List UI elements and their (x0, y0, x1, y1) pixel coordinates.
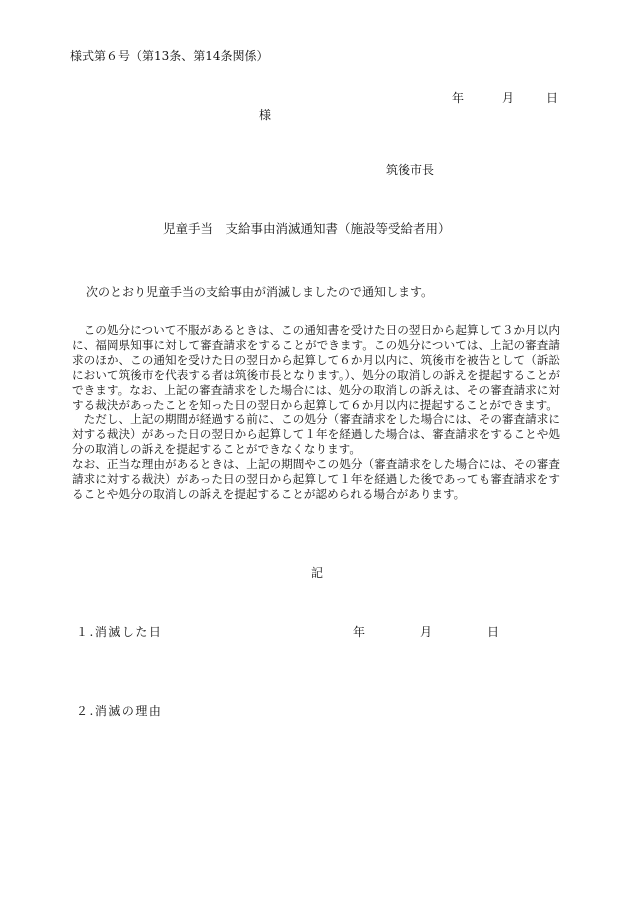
ki-heading: 記 (311, 566, 324, 580)
appeal-paragraph-3: なお、正当な理由があるときは、上記の期間やこの処分（審査請求をした場合には、その審査請求に対する裁決）があった日の翌日から起算して１年を経過した後であっても審査請求をすることや処分の取消しの訴えを提起することが認められる場合があります。 (72, 457, 560, 501)
date-month-label: 月 (502, 91, 515, 105)
intro-text: 次のとおり児童手当の支給事由が消滅しましたので通知します。 (86, 285, 434, 299)
item-1-month-label: 月 (420, 625, 433, 639)
item-1-year-label: 年 (353, 625, 366, 639)
issuer-name: 筑後市長 (386, 163, 435, 177)
document-title: 児童手当 支給事由消滅通知書（施設等受給者用） (163, 221, 451, 236)
item-1-label: １.消滅した日 (76, 625, 163, 639)
item-1-day-label: 日 (487, 625, 500, 639)
appeal-notice-body (72, 323, 560, 502)
date-day-label: 日 (546, 91, 559, 105)
appeal-paragraph-2: ただし、上記の期間が経過する前に、この処分（審査請求をした場合には、その審査請求に対する裁決）があった日の翌日から起算して１年を経過した場合は、審査請求をすることや処分の取消しの訴えを提起することができなくなります。 (72, 412, 560, 457)
form-number: 様式第６号（第13条、第14条関係） (70, 49, 269, 63)
appeal-paragraph-1: この処分について不服があるときは、この通知書を受けた日の翌日から起算して３か月以内に、福岡県知事に対して審査請求をすることができます。この処分については、上記の審査請求のほか、この通知を受けた日の翌日から起算して６か月以内に、筑後市を被告として（訴訟において筑後市を代表する者は筑後市長となります。）、処分の取消しの訴えを提起することができます。なお、上記の審査請求をした場合には、処分の取消しの訴えは、その審査請求に対する裁決があったことを知った日の翌日から起算して６か月以内に提起することができます。 (72, 323, 560, 412)
item-2-label: ２.消滅の理由 (76, 704, 163, 718)
date-year-label: 年 (452, 91, 465, 105)
addressee-suffix: 様 (259, 108, 272, 122)
